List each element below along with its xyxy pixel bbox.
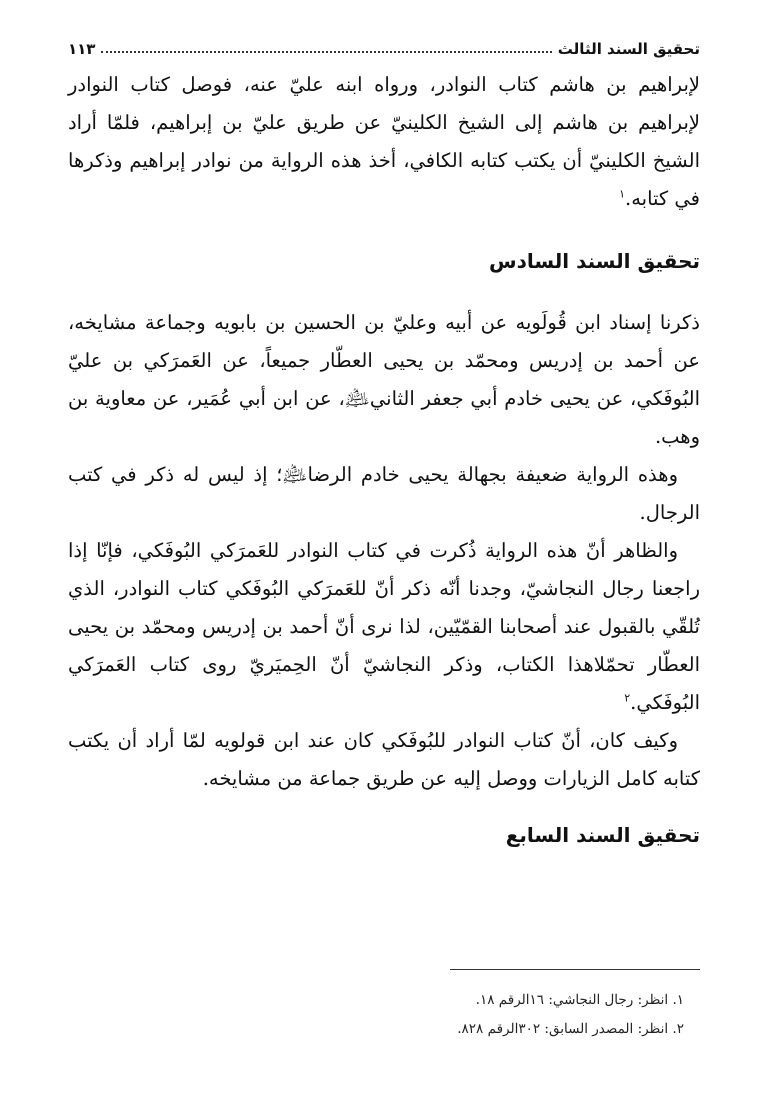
footnote-divider xyxy=(450,969,700,970)
footnote-mark-1: ١ xyxy=(619,187,626,201)
section-heading-sixth: تحقيق السند السادس xyxy=(489,249,700,273)
paragraph-3: وهذه الرواية ضعيفة بجهالة يحيى خادم الرضا﵇؛ إذ ليس له ذكر في كتب الرجال. xyxy=(68,463,700,524)
header-leader-dots xyxy=(101,51,551,53)
paragraph-5: وكيف كان، أنّ كتاب النوادر للبُوفَكي كان عند ابن قولويه لمّا أراد أن يكتب كتابه كامل الزيارات ووصل إليه عن طريق جماعة من مشايخه. xyxy=(68,729,700,790)
footnote-2: ٢. انظر: المصدر السابق: ٣٠٢الرقم ٨٢٨. xyxy=(457,1021,684,1037)
body-text xyxy=(68,66,700,878)
page-number: ١١٣ xyxy=(68,40,96,58)
running-header xyxy=(68,28,700,58)
section-heading-seventh: تحقيق السند السابع xyxy=(505,823,700,847)
paragraph-2: ذكرنا إسناد ابن قُولَويه عن أبيه وعليّ بن الحسين بن بابويه وجماعة مشايخه، عن أحمد بن إدريس ومحمّد بن يحيى العطّار جميعاً، عن العَمرَكي بن عليّ البُوفَكي، عن يحيى خادم أبي جعفر الثاني﵇، عن ابن أبي عُمَير، عن معاوية بن وهب. xyxy=(68,311,700,448)
footnote-mark-2: ٢ xyxy=(624,691,631,705)
running-header-title: تحقيق السند الثالث xyxy=(557,40,700,58)
paragraph-4 xyxy=(68,532,700,722)
paragraph-1 xyxy=(68,66,700,218)
footnote-1: ١. انظر: رجال النجاشي: ١٦الرقم ١٨. xyxy=(475,992,684,1008)
paragraph-4-text: والظاهر أنّ هذه الرواية ذُكرت في كتاب النوادر للعَمرَكي البُوفَكي، فإنّا إذا راجعنا رجال النجاشيّ، وجدنا أنّه ذكر أنّ للعَمرَكي البُوفَكي كتاب النوادر، الذي تُلقّي بالقبول عند أصحابنا القمّيّين، لذا نرى أنّ أحمد بن إدريس ومحمّد بن يحيى العطّار تحمّلاهذا الكتاب، وذكر النجاشيّ أنّ الحِميَريّ روى كتاب العَمرَكي البُوفَكي. xyxy=(68,539,700,714)
footnotes xyxy=(68,986,684,1044)
paragraph-1-text: لإبراهيم بن هاشم كتاب النوادر، ورواه ابنه عليّ عنه، فوصل كتاب النوادر لإبراهيم بن هاشم إلى الشيخ الكلينيّ عن طريق عليّ بن إبراهيم، فلمّا أراد الشيخ الكلينيّ أن يكتب كتابه الكافي، أخذ هذه الرواية من نوادر إبراهيم وذكرها في كتابه. xyxy=(68,73,700,210)
